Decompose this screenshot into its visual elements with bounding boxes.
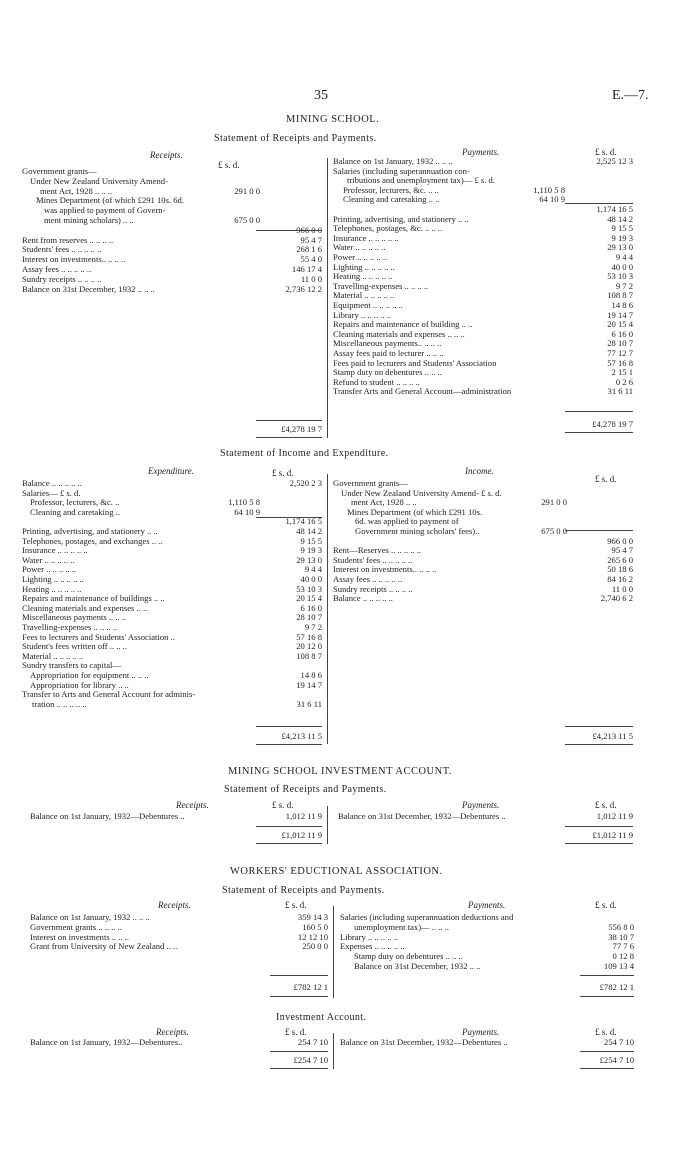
total-rule <box>270 975 328 976</box>
ledger-row: ment Act, 1928 .. .. 291 0 0 <box>351 497 567 508</box>
ledger-row: Cleaning and caretaking .. .. 64 10 9 <box>343 194 565 205</box>
ledger-row: Power .. .. .. .. .. 9 4 4 <box>333 252 633 262</box>
column-divider <box>327 806 328 844</box>
total-rule <box>270 1068 328 1069</box>
receipts-label: Receipts. <box>176 800 209 810</box>
list-item: Balance on 1st January, 1932—Debentures.. 254 7 10 <box>30 1037 328 1047</box>
total-rule <box>270 996 328 997</box>
ledger-row: Appropriation for equipment .. .. .. 14 8 6 <box>30 670 322 680</box>
ledger-row: Power .. .. .. .. .. 9 4 4 <box>22 564 322 575</box>
total-rule <box>256 826 322 827</box>
total-rule <box>565 432 633 433</box>
list-item: Balance on 1st January, 1932—Debentures .. 1,012 11 9 <box>30 811 322 821</box>
ledger-row: Interest on investments.. .. .. .. 50 18 6 <box>333 564 633 575</box>
ledger-row: 1,174 16 5 <box>285 516 322 527</box>
expenditure-total: £4,213 11 5 <box>281 731 322 741</box>
ledger-row: Student's fees written off .. .. .. 20 12 0 <box>22 641 322 652</box>
ledger-row: Library .. .. .. .. .. 19 14 7 <box>333 309 633 320</box>
ie-heading: Statement of Income and Expenditure. <box>220 448 389 459</box>
currency-header: £ s. d. <box>218 160 240 170</box>
ledger-row: Balance on 31st December, 1932 .. .. .. 2,736 12 2 <box>22 283 322 294</box>
page-reference: E.—7. <box>612 88 649 103</box>
income-label: Income. <box>465 466 494 476</box>
ledger-row: Telephones, postages, and exchanges .. .. 9 15 5 <box>22 535 322 546</box>
total-rule <box>256 726 322 727</box>
ledger-row: Expenses .. .. .. .. .. 77 7 6 <box>340 941 634 952</box>
ledger-row: Salaries (including superannuation deductions and <box>340 912 514 922</box>
ledger-row: Refund to student .. .. .. .. 0 2 6 <box>333 376 633 387</box>
currency-header: £ s. d. <box>595 474 617 484</box>
total-rule <box>580 975 634 976</box>
payments-label: Payments. <box>468 900 506 910</box>
income-total: £4,213 11 5 <box>592 731 633 741</box>
ledger-row: tration .. .. .. .. .. 31 6 11 <box>32 698 322 709</box>
receipts-label: Receipts. <box>158 900 191 910</box>
ledger-row: Balance .. .. .. .. .. 2,740 6 2 <box>333 593 633 604</box>
receipts-total: £254 7 10 <box>293 1055 328 1065</box>
ledger-row: Students' fees .. .. .. .. .. 268 1 6 <box>22 244 322 255</box>
ledger-row: Government grants— <box>333 478 408 488</box>
ledger-row: Fees to lecturers and Students' Association .. 57 16 8 <box>22 631 322 642</box>
ledger-row: Salaries— £ s. d. <box>22 487 81 498</box>
currency-header: £ s. d. <box>595 147 617 157</box>
currency-header: £ s. d. <box>272 800 294 810</box>
ledger-row: Sundry receipts .. .. .. .. 11 0 0 <box>22 273 322 284</box>
ledger-row: Rent from reserves .. .. .. .. 95 4 7 <box>22 234 322 245</box>
payments-label: Payments. <box>462 147 500 157</box>
ledger-row: Balance on 1st January, 1932 .. .. .. 359 14 3 <box>30 912 328 922</box>
ledger-row: Transfer to Arts and General Account for adminis- <box>22 689 196 700</box>
ledger-row: Stamp duty on debentures .. .. .. 2 15 1 <box>333 367 633 378</box>
ledger-row: Transfer Arts and General Account—administration 31 6 11 <box>333 386 633 397</box>
ledger-row: Cleaning materials and expenses .. .. .. 6 16 0 <box>333 328 633 339</box>
ledger-row: Cleaning materials and expenses .. .. 6 16 0 <box>22 602 322 613</box>
ledger-row: Heating .. .. .. .. .. 53 10 3 <box>333 271 633 282</box>
total-rule <box>270 1051 328 1052</box>
receipts-total: £4,278 19 7 <box>281 424 322 434</box>
ledger-row: Salaries (including superannuation con- <box>333 165 470 176</box>
ledger-row: Mines Department (of which £291 10s. 6d. <box>36 195 184 206</box>
ledger-row: Grant from University of New Zealand .. .. 250 0 0 <box>30 941 328 952</box>
receipts-label: Receipts. <box>150 150 183 160</box>
ledger-row: Telephones, postages, &c. .. .. .. 9 15 5 <box>333 223 633 234</box>
ledger-row: Assay fees .. .. .. .. .. 84 16 2 <box>333 574 633 584</box>
subtotal-rule <box>565 530 633 531</box>
ledger-row: Printing, advertising, and stationery .. .. 48 14 2 <box>22 526 322 536</box>
ledger-row: Under New Zealand University Amend- <box>30 175 168 186</box>
rp-heading: Statement of Receipts and Payments. <box>214 133 377 144</box>
total-rule <box>580 1068 634 1069</box>
wea-investment-heading: Investment Account. <box>276 1012 367 1023</box>
investment-account-title: MINING SCHOOL INVESTMENT ACCOUNT. <box>228 766 452 777</box>
ledger-row: 6d. was applied to payment of <box>355 516 459 527</box>
ledger-row: Miscellaneous payments .. .. .. 28 10 7 <box>22 612 322 623</box>
currency-header: £ s. d. <box>272 468 294 478</box>
list-item: Balance on 31st December, 1932—Debentures .. 1,012 11 9 <box>338 811 633 821</box>
ledger-row: Water .. .. .. .. .. 29 13 0 <box>22 554 322 565</box>
ledger-row: Interest on investments.. .. .. .. 55 4 0 <box>22 254 322 265</box>
total-rule <box>256 420 322 421</box>
ledger-row: Balance .. .. .. .. .. 2,520 2 3 <box>22 478 322 488</box>
ledger-row: unemployment tax)— .. .. .. 556 8 0 <box>354 921 634 932</box>
mining-school-title: MINING SCHOOL. <box>286 114 380 125</box>
ledger-row: Fees paid to lecturers and Students' Association 57 16 8 <box>333 357 633 368</box>
ledger-row: was applied to payment of Govern- <box>44 205 166 216</box>
currency-header: £ s. d. <box>285 1027 307 1037</box>
page-number: 35 <box>314 88 328 103</box>
total-rule <box>565 744 633 745</box>
receipts-total: £1,012 11 9 <box>281 830 322 840</box>
ledger-row: Balance on 31st December, 1932 .. .. 109 13 4 <box>354 961 634 971</box>
ledger-row: Printing, advertising, and stationery .. .. 48 14 2 <box>333 213 633 224</box>
inv-heading: Statement of Receipts and Payments. <box>224 784 387 795</box>
ledger-row: tributions and unemployment tax)— £ s. d. <box>347 175 495 186</box>
ledger-row: Appropriation for library .. .. 19 14 7 <box>30 679 322 690</box>
payments-label: Payments. <box>462 1027 500 1037</box>
ledger-row: Lighting .. .. .. .. .. 40 0 0 <box>22 574 322 584</box>
receipts-total: £782 12 1 <box>293 982 328 992</box>
column-divider <box>333 1033 334 1069</box>
ledger-row: 1,174 16 5 <box>596 204 633 214</box>
subtotal-rule <box>565 203 633 204</box>
ledger-row: Repairs and maintenance of building .. .. 20 15 4 <box>333 319 633 330</box>
total-rule <box>565 826 633 827</box>
ledger-row: Professor, lecturers, &c. .. 1,110 5 8 <box>30 497 260 508</box>
ledger-row: Insurance .. .. .. .. .. 9 19 3 <box>333 232 633 243</box>
ledger-row: Interest on investments .. .. .. 12 12 10 <box>30 931 328 942</box>
ledger-row: Lighting .. .. .. .. .. 40 0 0 <box>333 261 633 272</box>
total-rule <box>256 437 322 438</box>
column-divider <box>327 158 328 438</box>
ledger-row: Students' fees .. .. .. .. .. 265 6 0 <box>333 554 633 565</box>
ledger-row: 966 0 0 <box>607 535 633 546</box>
ledger-row: Library .. .. .. .. .. 38 10 7 <box>340 931 634 942</box>
total-rule <box>565 843 633 844</box>
ledger-row: Assay fees paid to lecturer .. .. .. 77 12 7 <box>333 348 633 358</box>
ledger-row: Material .. .. .. .. .. 108 8 7 <box>22 650 322 661</box>
ledger-row: Balance on 1st January, 1932 .. .. .. 2,525 12 3 <box>333 156 633 166</box>
ledger-row: Government grants .. .. .. .. 160 5 0 <box>30 921 328 932</box>
list-item: Balance on 31st December, 1932—Debentures .. 254 7 10 <box>340 1037 634 1047</box>
ledger-row: Government mining scholars' fees).. 675 0 0 <box>355 526 567 536</box>
total-rule <box>580 1051 634 1052</box>
expenditure-label: Expenditure. <box>148 466 194 476</box>
currency-header: £ s. d. <box>595 1027 617 1037</box>
ledger-row: Stamp duty on debentures .. .. .. 0 12 8 <box>354 951 634 962</box>
currency-header: £ s. d. <box>595 900 617 910</box>
ledger-row: Under New Zealand University Amend- £ s. d. <box>341 487 502 498</box>
subtotal-rule <box>256 517 322 518</box>
payments-total: £1,012 11 9 <box>592 830 633 840</box>
payments-total: £782 12 1 <box>599 982 634 992</box>
ledger-row: Mines Department (of which £291 10s. <box>347 506 483 517</box>
currency-header: £ s. d. <box>595 800 617 810</box>
total-rule <box>256 843 322 844</box>
ledger-row: Travelling-expenses .. .. .. .. 9 7 2 <box>333 280 633 291</box>
ledger-row: Heating .. .. .. .. .. 53 10 3 <box>22 583 322 594</box>
ledger-row: 966 0 0 <box>296 224 322 235</box>
ledger-row: ment Act, 1928 .. .. .. 291 0 0 <box>40 185 260 196</box>
ledger-row: Miscellaneous payments.. .. .. .. 28 10 7 <box>333 338 633 349</box>
total-rule <box>565 726 633 727</box>
total-rule <box>256 744 322 745</box>
ledger-row: Sundry transfers to capital— <box>22 660 122 671</box>
ledger-row: Material .. .. .. .. .. 108 8 7 <box>333 290 633 301</box>
subtotal-rule <box>256 230 322 231</box>
column-divider <box>327 474 328 744</box>
payments-label: Payments. <box>462 800 500 810</box>
receipts-label: Receipts. <box>156 1027 189 1037</box>
ledger-row: Repairs and maintenance of buildings .. .. 20 15 4 <box>22 593 322 604</box>
payments-total: £4,278 19 7 <box>592 419 633 429</box>
currency-header: £ s. d. <box>285 900 307 910</box>
wea-title: WORKERS' EDUCTIONAL ASSOCIATION. <box>230 866 443 877</box>
ledger-row: Sundry receipts .. .. .. .. 11 0 0 <box>333 583 633 594</box>
payments-total: £254 7 10 <box>599 1055 634 1065</box>
ledger-row: Insurance .. .. .. .. .. 9 19 3 <box>22 545 322 556</box>
ledger-row: Rent—Reserves .. .. .. .. .. 95 4 7 <box>333 545 633 556</box>
ledger-row: Cleaning and caretaking .. 64 10 9 <box>30 506 260 517</box>
total-rule <box>580 996 634 997</box>
ledger-row: Government grants— <box>22 166 97 176</box>
ledger-row: Travelling-expenses .. .. .. .. 9 7 2 <box>22 622 322 632</box>
ledger-row: ment mining scholars) .. .. 675 0 0 <box>44 215 260 225</box>
wea-heading: Statement of Receipts and Payments. <box>222 885 385 896</box>
column-divider <box>333 906 334 998</box>
ledger-row: Equipment .. .. .. .. .. 14 8 6 <box>333 300 633 310</box>
total-rule <box>565 411 633 412</box>
ledger-row: Professor, lecturers, &c. .. .. 1,110 5 8 <box>343 184 565 195</box>
ledger-row: Assay fees .. .. .. .. .. 146 17 4 <box>22 264 322 274</box>
ledger-row: Water .. .. .. .. .. 29 13 0 <box>333 242 633 253</box>
